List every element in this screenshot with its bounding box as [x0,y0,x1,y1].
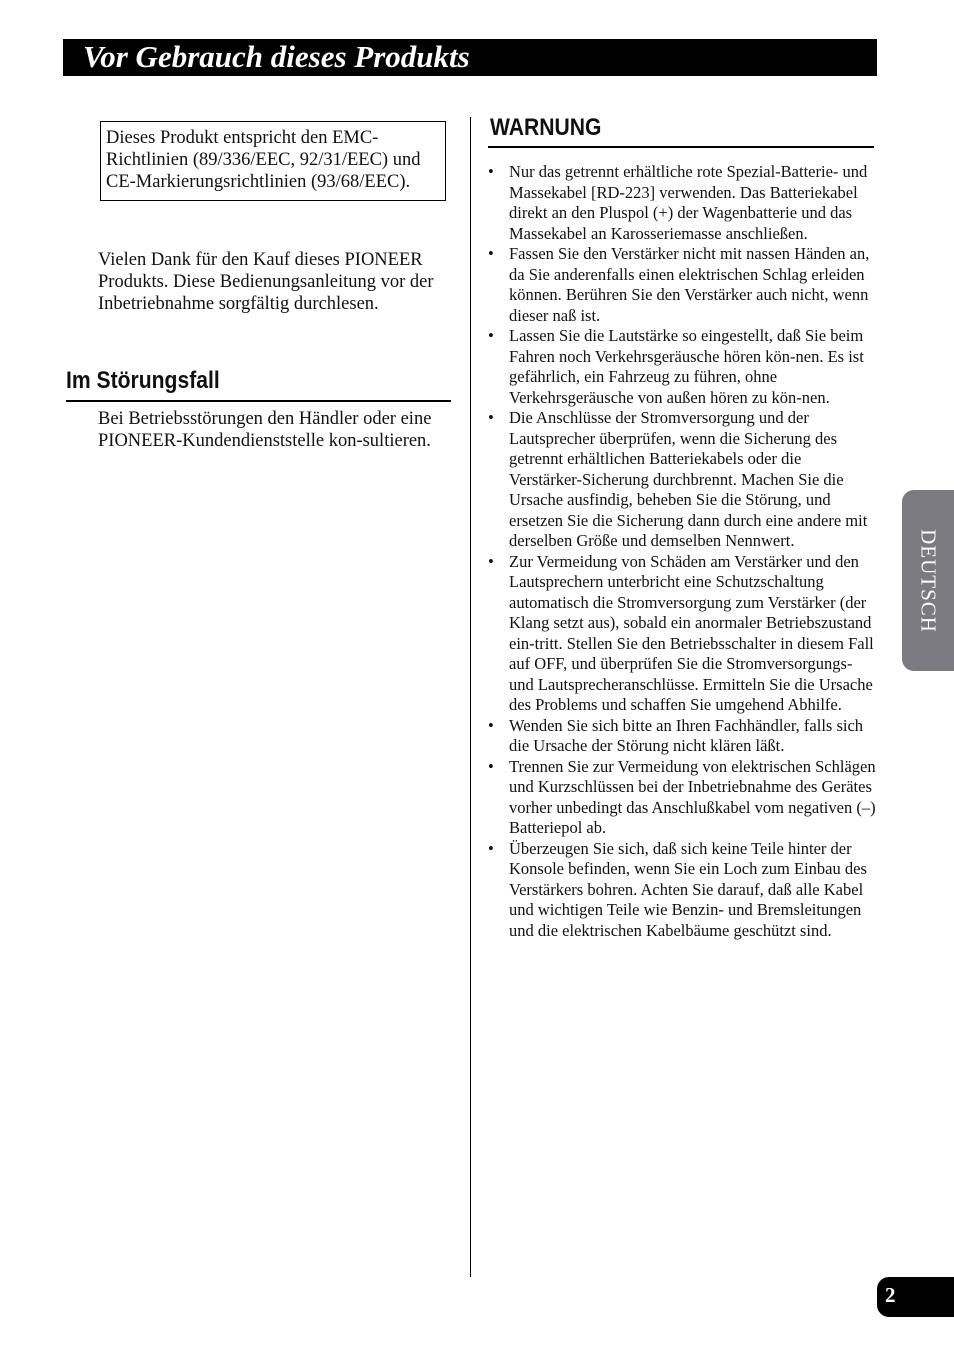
trouble-heading-rule [66,400,451,402]
warning-item [488,757,878,839]
title-bar [63,39,877,76]
warning-heading: WARNUNG [490,114,602,141]
warning-item [488,408,878,552]
intro-paragraph: Vielen Dank für den Kauf dieses PIONEER Produkts. Diese Bedienungsanleitung vor der Inbetriebnahme sorgfältig durchlesen. [98,250,434,314]
bullet-icon: • [488,756,494,776]
page-title: Vor Gebrauch dieses Produkts [83,39,470,74]
bullet-icon: • [488,408,494,427]
warning-heading-rule [488,146,874,148]
language-tab-label: DEUTSCH [916,528,941,633]
warning-item-text: Fassen Sie den Verstärker nicht mit nassen Händen an, da Sie anderenfalls einen elektrischen Schlag erleiden können. Berühren Sie den Verstärker auch nicht, wenn dieser naß ist. [509,244,870,325]
bullet-icon: • [488,715,494,735]
warning-item-text: Nur das getrennt erhältliche rote Spezial-Batterie- und Massekabel [RD-223] verwenden. Das Batteriekabel direkt an den Pluspol (+) der Wagenbatterie und das Massekabel an Karosseriemasse anschließen. [509,162,868,243]
warning-item-text: Überzeugen Sie sich, daß sich keine Teile hinter der Konsole befinden, wenn Sie ein Loch zum Einbau des Verstärkers bohren. Achten Sie darauf, daß alle Kabel und wichtigen Teile wie Benzin- und Bremsleitungen und die elektrischen Kabelbäume geschützt sind. [509,838,867,940]
trouble-heading: Im Störungsfall [66,367,220,394]
compliance-notice-box: Dieses Produkt entspricht den EMC-Richtlinien (89/336/EEC, 92/31/EEC) und CE-Markierungsrichtlinien (93/68/EEC). [100,121,446,201]
warning-item [488,326,878,408]
bullet-icon: • [488,162,494,181]
warning-item-text: Trennen Sie zur Vermeidung von elektrischen Schlägen und Kurzschlüssen bei der Inbetriebnahme des Gerätes vorher unbedingt das Anschlußkabel vom negativen (–) Batteriepol ab. [509,756,876,837]
warning-item [488,552,878,716]
bullet-icon: • [488,244,494,263]
page-number: 2 [885,1283,896,1307]
bullet-icon: • [488,551,494,571]
warning-item [488,716,878,757]
warning-item-text: Die Anschlüsse der Stromversorgung und der Lautsprecher überprüfen, wenn die Sicherung des getrennt erhältlichen Batteriekabels oder die Verstärker-Sicherung durchbrennt. Machen Sie die Ursache ausfindig, beheben Sie die Störung, und ersetzen Sie die Sicherung dann durch eine andere mit derselben Größe und demselben Nennwert. [509,408,868,550]
trouble-paragraph: Bei Betriebsstörungen den Händler oder eine PIONEER-Kundendienststelle kon-sultieren. [98,409,432,451]
warning-item [488,162,878,244]
bullet-icon: • [488,326,494,345]
language-tab [902,490,954,671]
bullet-icon: • [488,838,494,858]
warning-list [488,162,878,941]
warning-item-text: Zur Vermeidung von Schäden am Verstärker und den Lautsprechern unterbricht eine Schutzschaltung automatisch die Stromversorgung zum Verstärker (der Klang setzt aus), sobald ein anormaler Betriebszustand ein-tritt. Stellen Sie den Betriebsschalter in diesem Fall auf OFF, und überprüfen Sie die Stromversorgungs- und Lautsprecheranschlüsse. Ermitteln Sie die Ursache des Problems und schaffen Sie umgehend Abhilfe. [509,551,874,714]
page-number-tab [877,1277,954,1317]
column-divider [470,117,471,1277]
warning-item-text: Lassen Sie die Lautstärke so eingestellt, daß Sie beim Fahren noch Verkehrsgeräusche hören kön-nen. Es ist gefährlich, ein Fahrzeug zu führen, ohne Verkehrsgeräusche von außen hören zu kön-nen. [509,326,864,407]
warning-item-text: Wenden Sie sich bitte an Ihren Fachhändler, falls sich die Ursache der Störung nicht klären läßt. [509,715,864,755]
warning-item [488,244,878,326]
warning-item [488,839,878,942]
